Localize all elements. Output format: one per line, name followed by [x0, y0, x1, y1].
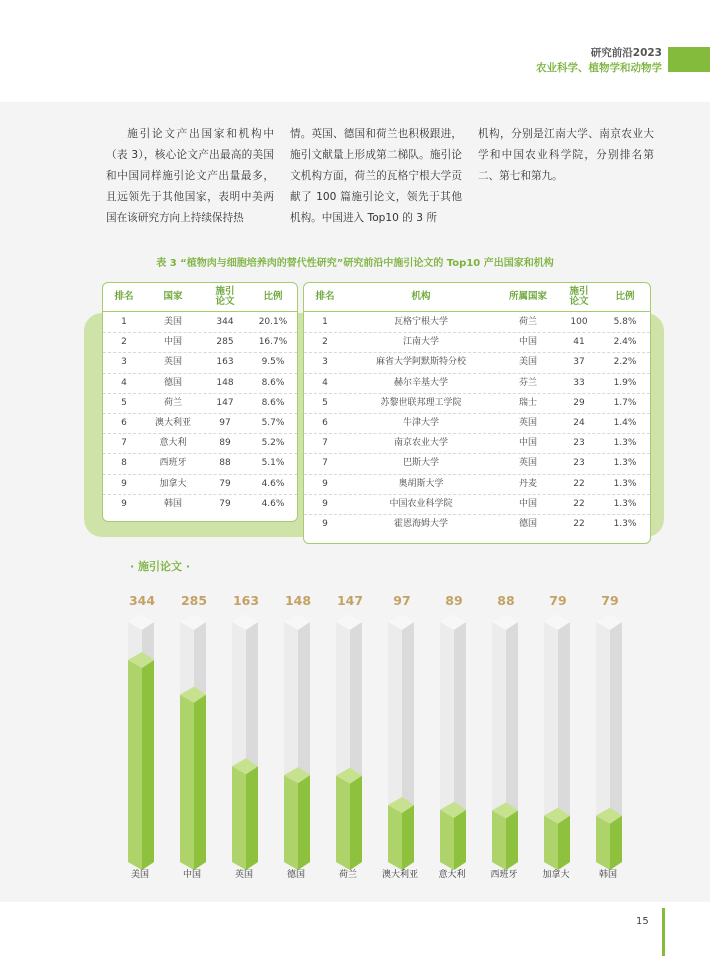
- bar-category-label: 韩国: [598, 870, 618, 880]
- bar-category-label: 荷兰: [338, 870, 358, 880]
- cell-institution: 苏黎世联邦理工学院: [380, 397, 462, 408]
- table-row: [103, 373, 297, 394]
- cell-ratio: 4.6%: [261, 478, 285, 489]
- bar-value-label: 285: [180, 593, 208, 608]
- cell-ratio: 1.3%: [613, 478, 637, 489]
- cell-papers: 22: [573, 519, 585, 529]
- cell-papers: 24: [573, 418, 585, 428]
- cell-papers: 97: [219, 418, 231, 428]
- header-title: 研究前沿2023: [590, 47, 662, 59]
- table-row: [103, 494, 297, 514]
- header-subtitle: 农业科学、植物学和动物学: [536, 62, 662, 74]
- cell-papers: 41: [573, 337, 585, 348]
- bar-category-label: 意大利: [438, 870, 466, 880]
- table-row: [304, 433, 650, 454]
- bar-category-label: 西班牙: [490, 870, 518, 880]
- cell-ratio: 5.7%: [261, 418, 285, 428]
- cell-papers: 23: [573, 458, 585, 469]
- cell-ratio: 9.5%: [261, 357, 285, 368]
- col-header-ratio: 比例: [615, 291, 635, 302]
- col-header-rank: 排名: [114, 291, 134, 302]
- chart-title: · 施引论文 ·: [130, 560, 191, 573]
- col-header-papers: 施引 论文: [569, 286, 589, 307]
- cell-country: 英国: [163, 357, 182, 368]
- cell-rank: 9: [121, 498, 127, 509]
- cell-country: 中国: [518, 337, 537, 348]
- col-header-papers: 施引 论文: [215, 286, 235, 307]
- bar-category-label: 澳大利亚: [381, 870, 419, 880]
- cell-institution: 赫尔辛基大学: [393, 377, 448, 388]
- cell-rank: 1: [322, 317, 328, 327]
- table-row: [103, 474, 297, 495]
- bar-value-label: 344: [128, 593, 156, 608]
- cell-rank: 9: [322, 478, 328, 489]
- cell-papers: 163: [216, 357, 234, 368]
- cell-papers: 147: [216, 397, 234, 408]
- cell-papers: 285: [216, 337, 234, 348]
- body-text-column-3: 机构，分别是江南大学、南京农业大学和中国农业科学院，分别排名第二、第七和第九。: [478, 128, 654, 182]
- cell-rank: 7: [322, 458, 328, 469]
- cell-papers: 22: [573, 478, 585, 489]
- cell-ratio: 2.2%: [613, 357, 637, 368]
- table-row: [304, 312, 650, 333]
- bar-category-label: 加拿大: [542, 870, 570, 880]
- cell-papers: 22: [573, 498, 585, 509]
- bar-category-label: 英国: [234, 870, 254, 880]
- bar-value-label: 79: [549, 593, 567, 608]
- cell-ratio: 1.3%: [613, 519, 637, 529]
- cell-ratio: 8.6%: [261, 377, 285, 388]
- cell-ratio: 8.6%: [261, 397, 285, 408]
- table-row: [103, 312, 297, 333]
- cell-ratio: 5.1%: [261, 458, 285, 469]
- cell-papers: 88: [219, 458, 231, 469]
- cell-country: 中国: [518, 438, 537, 449]
- bar-value-label: 148: [284, 593, 312, 608]
- cell-ratio: 1.4%: [613, 418, 637, 428]
- cell-rank: 7: [322, 438, 328, 449]
- table-row: [304, 494, 650, 515]
- body-text-column-1: 施引论文产出国家和机构中（表 3），核心论文产出最高的美国和中国同样施引论文产出量最多，且远领先于其他国家，表明中美两国在该研究方向上持续保持热: [106, 128, 274, 224]
- bar-value-label: 147: [336, 593, 364, 608]
- table-row: [103, 352, 297, 373]
- cell-country: 荷兰: [518, 317, 537, 327]
- cell-country: 英国: [518, 418, 537, 428]
- cell-country: 意大利: [159, 438, 187, 449]
- cell-ratio: 5.8%: [613, 317, 637, 327]
- cell-papers: 37: [573, 357, 585, 368]
- cell-papers: 100: [570, 317, 588, 327]
- institution-table: [303, 282, 651, 544]
- bar-category-label: 德国: [286, 870, 306, 880]
- table-row: [304, 474, 650, 495]
- cell-institution: 中国农业科学院: [389, 498, 453, 509]
- cell-ratio: 2.4%: [613, 337, 637, 348]
- cell-country: 丹麦: [518, 478, 537, 489]
- cell-institution: 江南大学: [402, 337, 439, 348]
- cell-country: 韩国: [163, 498, 182, 509]
- cell-rank: 3: [322, 357, 328, 368]
- cell-rank: 2: [322, 337, 328, 348]
- col-header-ratio: 比例: [263, 291, 283, 302]
- cell-country: 荷兰: [163, 397, 182, 408]
- page-number-accent-bar: [662, 908, 665, 956]
- body-text-column-2: 情。英国、德国和荷兰也积极跟进，施引文献量上形成第二梯队。施引论文机构方面，荷兰的瓦格宁根大学贡献了 100 篇施引论文，领先于其他机构。中国进入 Top10 的 3 所: [290, 128, 462, 224]
- cell-papers: 89: [219, 438, 231, 449]
- col-header-rank: 排名: [315, 291, 335, 302]
- cell-country: 德国: [163, 377, 182, 388]
- table-row: [103, 453, 297, 474]
- bar-category-label: 中国: [182, 870, 202, 880]
- cell-institution: 瓦格宁根大学: [393, 317, 448, 327]
- cell-institution: 奥胡斯大学: [398, 478, 444, 489]
- cell-country: 英国: [518, 458, 537, 469]
- cell-country: 芬兰: [518, 377, 537, 388]
- cell-rank: 9: [121, 478, 127, 489]
- cell-ratio: 4.6%: [261, 498, 285, 509]
- cell-rank: 9: [322, 498, 328, 509]
- cell-rank: 5: [121, 397, 127, 408]
- cell-institution: 巴斯大学: [402, 458, 439, 469]
- cell-ratio: 5.2%: [261, 438, 285, 449]
- cell-papers: 79: [219, 478, 231, 489]
- cell-institution: 牛津大学: [402, 418, 439, 428]
- bar-value-label: 163: [232, 593, 260, 608]
- table-row: [103, 332, 297, 353]
- cell-papers: 79: [219, 498, 231, 509]
- cell-rank: 9: [322, 519, 328, 529]
- bar-value-label: 89: [445, 593, 463, 608]
- cell-country: 中国: [163, 337, 182, 348]
- table-row: [103, 393, 297, 414]
- cell-ratio: 20.1%: [258, 317, 288, 327]
- cell-papers: 344: [216, 317, 234, 327]
- bar-value-label: 97: [393, 593, 411, 608]
- bar-category-label: 美国: [130, 870, 150, 880]
- cell-institution: 霍恩海姆大学: [393, 519, 448, 529]
- cell-rank: 3: [121, 357, 127, 368]
- cell-papers: 23: [573, 438, 585, 449]
- cell-country: 西班牙: [159, 458, 187, 469]
- table-caption: 表 3 “植物肉与细胞培养肉的替代性研究”研究前沿中施引论文的 Top10 产出国家和机构: [156, 258, 554, 269]
- cell-papers: 33: [573, 377, 585, 388]
- bar-value-label: 88: [497, 593, 515, 608]
- cell-country: 中国: [518, 498, 537, 509]
- table-row: [304, 332, 650, 353]
- cell-rank: 8: [121, 458, 127, 469]
- cell-rank: 2: [121, 337, 127, 348]
- table-row: [304, 352, 650, 373]
- cell-country: 澳大利亚: [154, 418, 191, 428]
- col-header-institution: 机构: [411, 291, 431, 302]
- institution-table-header: [304, 283, 650, 312]
- cell-papers: 148: [216, 377, 234, 388]
- cell-country: 美国: [518, 357, 537, 368]
- page-number: 15: [636, 916, 649, 927]
- cell-ratio: 16.7%: [258, 337, 288, 348]
- cell-institution: 麻省大学阿默斯特分校: [375, 357, 466, 368]
- cell-rank: 1: [121, 317, 127, 327]
- cell-rank: 6: [121, 418, 127, 428]
- cell-rank: 7: [121, 438, 127, 449]
- cell-rank: 4: [121, 377, 127, 388]
- cell-country: 美国: [163, 317, 182, 327]
- cell-papers: 29: [573, 397, 585, 408]
- table-row: [304, 373, 650, 394]
- cell-ratio: 1.3%: [613, 458, 637, 469]
- col-header-country: 所属国家: [508, 291, 547, 302]
- cell-ratio: 1.9%: [613, 377, 637, 388]
- cell-country: 加拿大: [159, 478, 187, 489]
- cell-ratio: 1.3%: [613, 438, 637, 449]
- cell-country: 德国: [518, 519, 537, 529]
- table-row: [103, 413, 297, 434]
- table-row: [304, 393, 650, 414]
- cell-rank: 4: [322, 377, 328, 388]
- cell-rank: 5: [322, 397, 328, 408]
- cell-ratio: 1.3%: [613, 498, 637, 509]
- cell-rank: 6: [322, 418, 328, 428]
- table-row: [304, 413, 650, 434]
- cell-ratio: 1.7%: [613, 397, 637, 408]
- header-accent-bar: [668, 47, 710, 72]
- table-row: [304, 453, 650, 474]
- bar-value-label: 79: [601, 593, 619, 608]
- country-table-header: [103, 283, 297, 312]
- cell-institution: 南京农业大学: [393, 438, 448, 449]
- country-table: [102, 282, 298, 522]
- table-row: [103, 433, 297, 454]
- col-header-country: 国家: [163, 291, 183, 302]
- cell-country: 瑞士: [518, 397, 537, 408]
- table-row: [304, 514, 650, 534]
